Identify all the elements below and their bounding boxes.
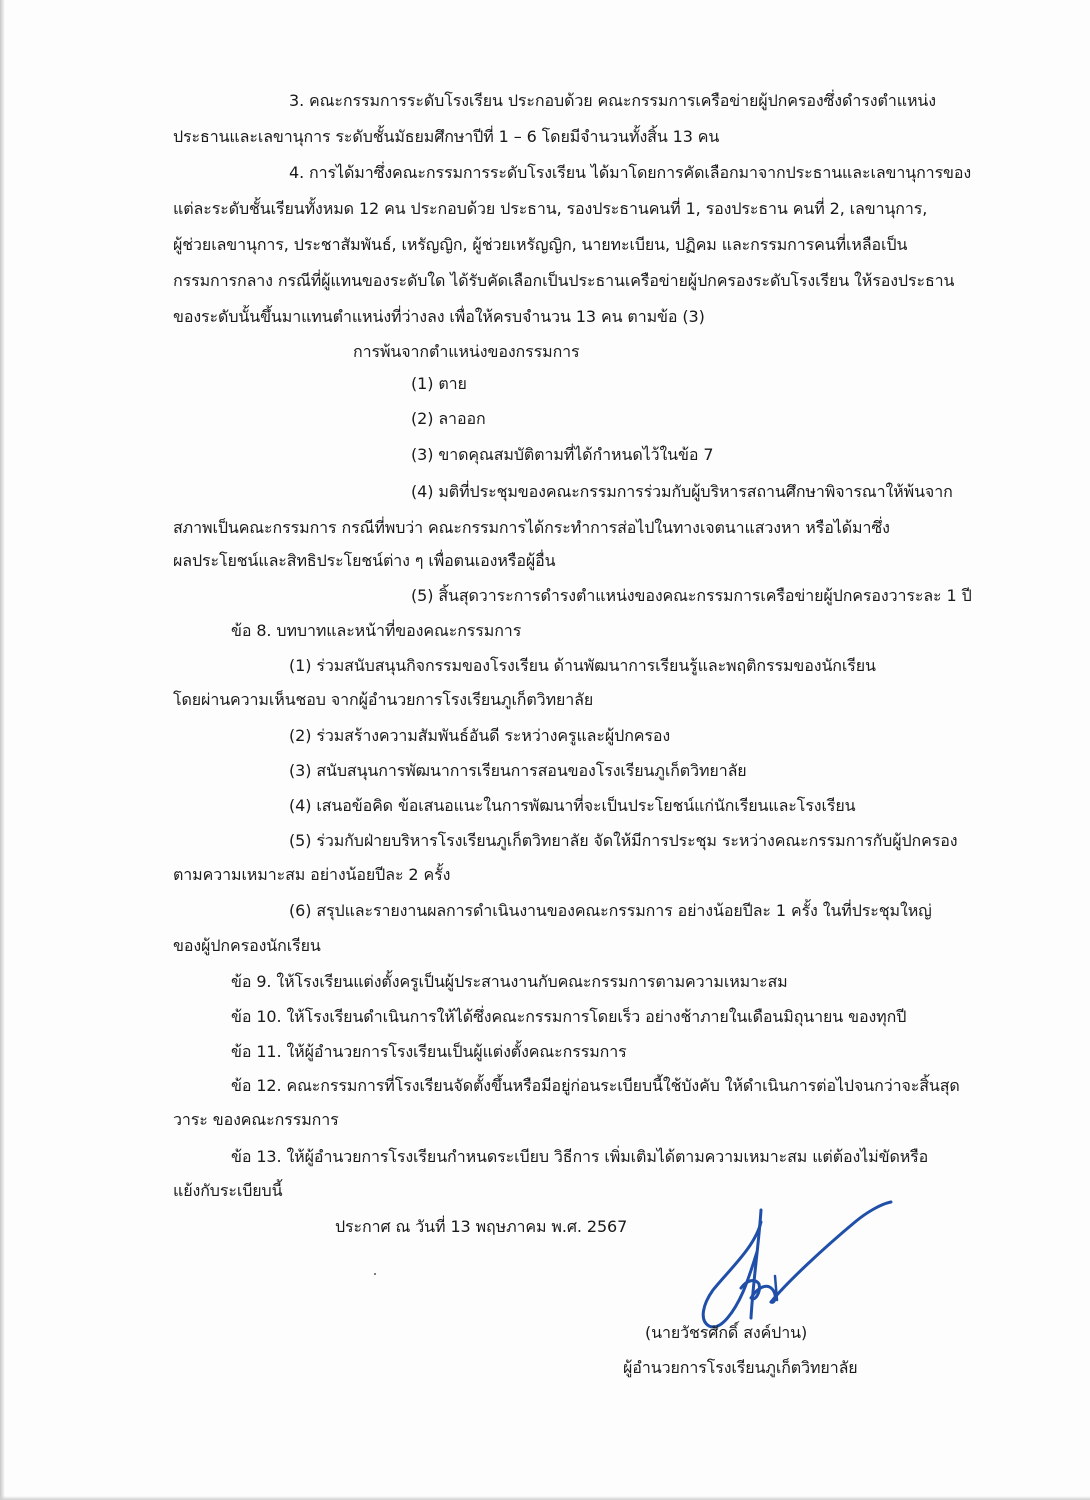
body-line-28: ข้อ 11. ให้ผู้อำนวยการโรงเรียนเป็นผู้แต่งตั้งคณะกรรมการ <box>231 1042 627 1061</box>
body-line-27: ข้อ 10. ให้โรงเรียนดำเนินการให้ได้ซึ่งคณะกรรมการโดยเร็ว อย่างช้าภายในเดือนมิถุนายน ของทุกปี <box>231 1007 907 1026</box>
body-line-20: (3) สนับสนุนการพัฒนาการเรียนการสอนของโรงเรียนภูเก็ตวิทยาลัย <box>289 761 747 780</box>
body-line-18: โดยผ่านความเห็นชอบ จากผู้อำนวยการโรงเรียนภูเก็ตวิทยาลัย <box>173 690 594 709</box>
body-line-17: (1) ร่วมสนับสนุนกิจกรรมของโรงเรียน ด้านพัฒนาการเรียนรู้และพฤติกรรมของนักเรียน <box>289 656 876 675</box>
body-line-12: (4) มติที่ประชุมของคณะกรรมการร่วมกับผู้บริหารสถานศึกษาพิจารณาให้พ้นจาก <box>411 482 953 501</box>
announcement-date: ประกาศ ณ วันที่ 13 พฤษภาคม พ.ศ. 2567 <box>335 1217 628 1236</box>
scan-speck <box>374 1273 376 1275</box>
scan-left-edge <box>0 0 5 1500</box>
body-line-4: แต่ละระดับชั้นเรียนทั้งหมด 12 คน ประกอบด้วย ประธาน, รองประธานคนที่ 1, รองประธาน คนที่ 2, เลขานุการ, <box>173 199 928 218</box>
body-line-25: ของผู้ปกครองนักเรียน <box>173 936 321 955</box>
body-line-16: ข้อ 8. บทบาทและหน้าที่ของคณะกรรมการ <box>231 621 522 640</box>
signature-image <box>695 1192 895 1332</box>
body-line-23: ตามความเหมาะสม อย่างน้อยปีละ 2 ครั้ง <box>173 865 451 884</box>
body-line-5: ผู้ช่วยเลขานุการ, ประชาสัมพันธ์, เหรัญญิก, ผู้ช่วยเหรัญญิก, นายทะเบียน, ปฏิคม และกรรมการคนที่เหลือเป็น <box>173 235 908 254</box>
body-line-8: การพ้นจากตำแหน่งของกรรมการ <box>353 342 580 361</box>
body-line-15: (5) สิ้นสุดวาระการดำรงตำแหน่งของคณะกรรมการเครือข่ายผู้ปกครองวาระละ 1 ปี <box>411 586 972 605</box>
body-line-21: (4) เสนอข้อคิด ข้อเสนอแนะในการพัฒนาที่จะเป็นประโยชน์แก่นักเรียนและโรงเรียน <box>289 796 856 815</box>
body-line-22: (5) ร่วมกับฝ่ายบริหารโรงเรียนภูเก็ตวิทยาลัย จัดให้มีการประชุม ระหว่างคณะกรรมการกับผู้ปกครอง <box>289 831 958 850</box>
body-line-6: กรรมการกลาง กรณีที่ผู้แทนของระดับใด ได้รับคัดเลือกเป็นประธานเครือข่ายผู้ปกครองระดับโรงเรียน ให้รองประธาน <box>173 271 955 290</box>
body-line-1: 3. คณะกรรมการระดับโรงเรียน ประกอบด้วย คณะกรรมการเครือข่ายผู้ปกครองซึ่งดำรงตำแหน่ง <box>289 91 936 110</box>
body-line-14: ผลประโยชน์และสิทธิประโยชน์ต่าง ๆ เพื่อตนเองหรือผู้อื่น <box>173 551 556 570</box>
body-line-26: ข้อ 9. ให้โรงเรียนแต่งตั้งครูเป็นผู้ประสานงานกับคณะกรรมการตามความเหมาะสม <box>231 972 788 991</box>
body-line-31: ข้อ 13. ให้ผู้อำนวยการโรงเรียนกำหนดระเบียบ วิธีการ เพิ่มเติมได้ตามความเหมาะสม แต่ต้องไม่ขัดหรือ <box>231 1147 929 1166</box>
body-line-19: (2) ร่วมสร้างความสัมพันธ์อันดี ระหว่างครูและผู้ปกครอง <box>289 726 671 745</box>
signer-name: (นายวัชรศักดิ์ สงค์ปาน) <box>645 1323 808 1342</box>
body-line-7: ของระดับนั้นขึ้นมาแทนตำแหน่งที่ว่างลง เพื่อให้ครบจำนวน 13 คน ตามข้อ (3) <box>173 307 705 326</box>
scan-bottom-edge <box>0 1496 1090 1500</box>
body-line-29: ข้อ 12. คณะกรรมการที่โรงเรียนจัดตั้งขึ้นหรือมีอยู่ก่อนระเบียบนี้ใช้บังคับ ให้ดำเนินการต่อไปจนกว่าจะสิ้นสุด <box>231 1076 960 1095</box>
body-line-2: ประธานและเลขานุการ ระดับชั้นมัธยมศึกษาปีที่ 1 – 6 โดยมีจำนวนทั้งสิ้น 13 คน <box>173 127 720 146</box>
signer-title: ผู้อำนวยการโรงเรียนภูเก็ตวิทยาลัย <box>623 1358 858 1377</box>
body-line-13: สภาพเป็นคณะกรรมการ กรณีที่พบว่า คณะกรรมการได้กระทำการส่อไปในทางเจตนาแสวงหา หรือได้มาซึ่ง <box>173 518 890 537</box>
body-line-24: (6) สรุปและรายงานผลการดำเนินงานของคณะกรรมการ อย่างน้อยปีละ 1 ครั้ง ในที่ประชุมใหญ่ <box>289 901 932 920</box>
body-line-11: (3) ขาดคุณสมบัติตามที่ได้กำหนดไว้ในข้อ 7 <box>411 445 714 464</box>
body-line-30: วาระ ของคณะกรรมการ <box>173 1110 339 1129</box>
body-line-9: (1) ตาย <box>411 374 467 393</box>
body-line-3: 4. การได้มาซึ่งคณะกรรมการระดับโรงเรียน ได้มาโดยการคัดเลือกมาจากประธานและเลขานุการของ <box>289 163 972 182</box>
body-line-32: แย้งกับระเบียบนี้ <box>173 1181 283 1200</box>
body-line-10: (2) ลาออก <box>411 409 486 428</box>
